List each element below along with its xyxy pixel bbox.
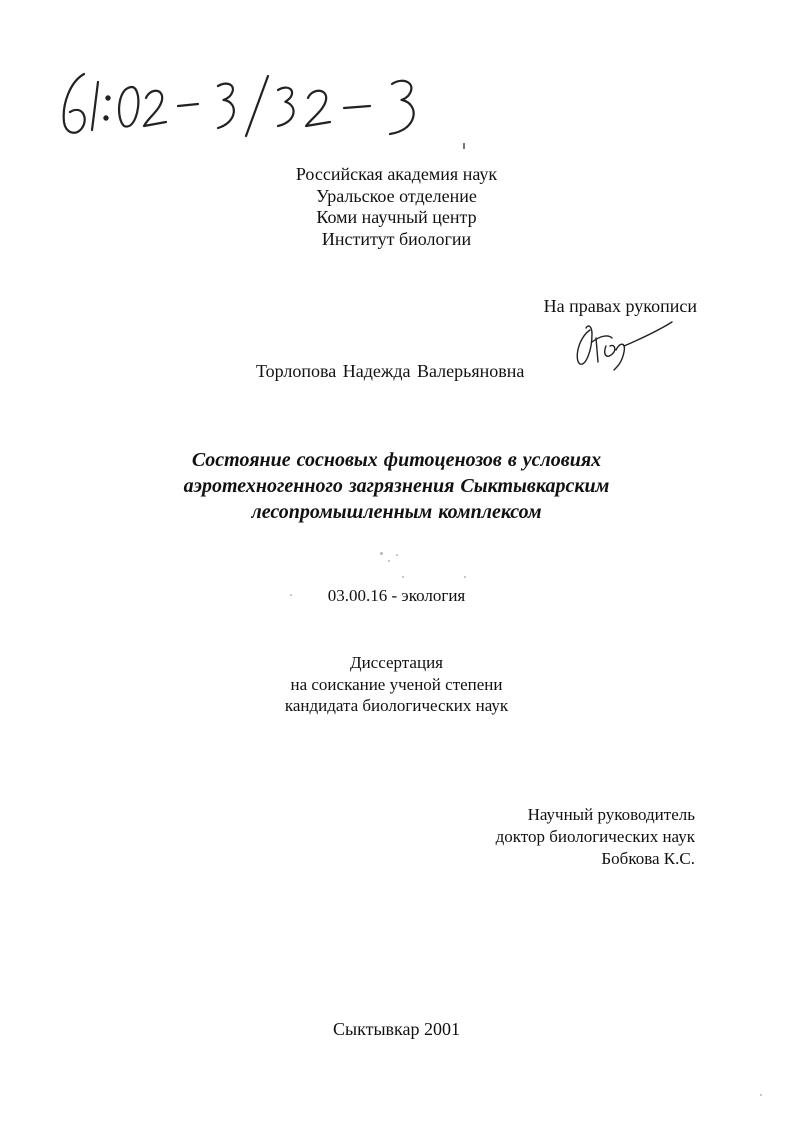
- supervisor-line: доктор биологических наук: [495, 827, 695, 846]
- institution-line: Коми научный центр: [316, 207, 477, 227]
- degree-line: на соискание ученой степени: [290, 674, 503, 694]
- author-name: Торлопова Надежда Валерьяновна: [256, 361, 525, 381]
- institution-line: Институт биологии: [321, 228, 472, 249]
- institution-block: [0, 164, 793, 250]
- manuscript-note: На правах рукописи: [543, 296, 697, 316]
- handwritten-archive-code: [40, 60, 460, 150]
- institution-line: Российская академия наук: [295, 164, 498, 184]
- supervisor-line: Бобкова К.С.: [601, 849, 695, 868]
- title-line: аэротехногенного загрязнения Сыктывкарским: [183, 475, 610, 497]
- supervisor-block: [496, 804, 695, 870]
- scan-speck: [388, 560, 390, 562]
- scan-speck: [464, 576, 466, 578]
- degree-line: Диссертация: [349, 653, 443, 672]
- specialty-code: 03.00.16 - экология: [327, 586, 466, 605]
- title-line: Состояние сосновых фитоценозов в условиях: [191, 449, 602, 471]
- scan-speck: [396, 554, 398, 556]
- city-year: Сыктывкар 2001: [332, 1019, 461, 1039]
- stamp-mark: [463, 143, 465, 149]
- title-line: лесопромышленным комплексом: [251, 501, 542, 523]
- degree-line: кандидата биологических наук: [284, 696, 509, 715]
- institution-line: Уральское отделение: [316, 185, 477, 206]
- supervisor-line: Научный руководитель: [527, 805, 695, 824]
- handwritten-signature: [568, 316, 678, 374]
- dissertation-title: [0, 447, 793, 525]
- scan-speck: [402, 576, 404, 578]
- scan-speck: [760, 1094, 762, 1096]
- degree-block: [0, 652, 793, 717]
- scan-speck: [380, 552, 383, 555]
